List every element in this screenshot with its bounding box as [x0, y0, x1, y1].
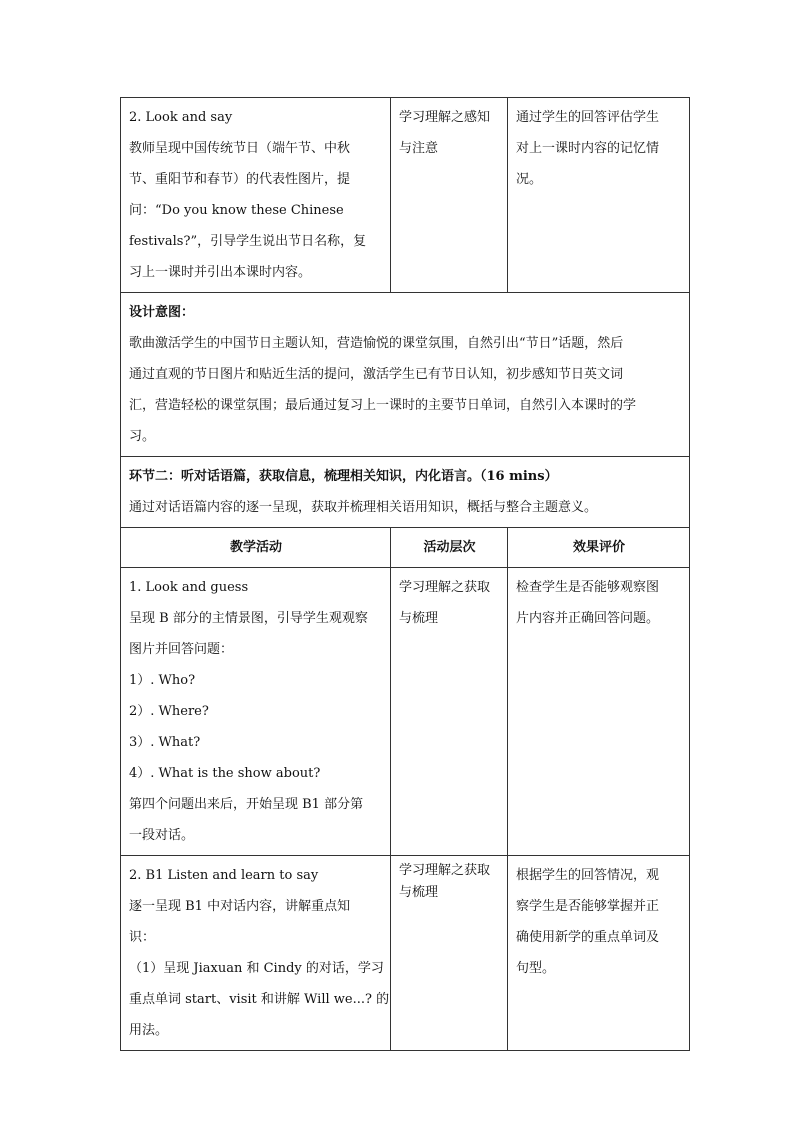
- design-intent-line: 汇，营造轻松的课堂氛围；最后通过复习上一课时的主要节日单词，自然引入本课时的学: [129, 398, 637, 413]
- activity-line: 3）. What?: [129, 735, 201, 750]
- row1-level-cell: [391, 568, 508, 856]
- stage2-title: 环节二：听对话语篇，获取信息，梳理相关知识，内化语言。（16 mins）: [129, 469, 558, 484]
- row1-eval-cell: [508, 568, 690, 856]
- row1: [121, 568, 690, 856]
- activity-line: 问：“Do you know these Chinese: [129, 203, 344, 218]
- activity-line: （1）呈现 Jiaxuan 和 Cindy 的对话，学习: [129, 961, 384, 976]
- activity-line: 用法。: [129, 1023, 169, 1038]
- header-level: 活动层次: [391, 528, 508, 568]
- section1-eval-cell: [508, 98, 690, 293]
- activity-line: 习上一课时并引出本课时内容。: [129, 265, 312, 280]
- row2: [121, 856, 690, 1051]
- eval-line: 察学生是否能够掌握并正: [516, 899, 660, 914]
- stage2-cell: [121, 457, 690, 528]
- eval-line: 对上一课时内容的记忆情: [516, 141, 660, 156]
- design-intent-line: 通过直观的节日图片和贴近生活的提问，激活学生已有节日认知，初步感知节日英文词: [129, 367, 624, 382]
- eval-line: 通过学生的回答评估学生: [516, 110, 660, 125]
- level-line: 与梳理: [399, 885, 439, 900]
- activity-line: 节、重阳节和春节）的代表性图片，提: [129, 172, 351, 187]
- header-row: [121, 528, 690, 568]
- activity-line: 教师呈现中国传统节日（端午节、中秋: [129, 141, 351, 156]
- activity-line: 图片并回答问题：: [129, 642, 234, 657]
- row2-level-cell: [391, 856, 508, 1051]
- level-line: 与梳理: [399, 611, 439, 626]
- level-line: 学习理解之获取: [399, 863, 491, 878]
- activity-line: 1. Look and guess: [129, 580, 249, 595]
- design-intent-cell: [121, 293, 690, 457]
- eval-line: 检查学生是否能够观察图: [516, 580, 660, 595]
- eval-line: 况。: [516, 172, 543, 187]
- lesson-plan-table: [120, 97, 690, 1051]
- eval-line: 句型。: [516, 961, 556, 976]
- section1-activity-cell: [121, 98, 391, 293]
- activity-line: 2. Look and say: [129, 110, 233, 125]
- activity-line: festivals?”，引导学生说出节日名称，复: [129, 234, 367, 249]
- row2-eval-cell: [508, 856, 690, 1051]
- level-line: 学习理解之获取: [399, 580, 491, 595]
- section1-level-cell: [391, 98, 508, 293]
- stage2-row: [121, 457, 690, 528]
- design-intent-row: [121, 293, 690, 457]
- eval-line: 确使用新学的重点单词及: [516, 930, 660, 945]
- design-intent-line: 歌曲激活学生的中国节日主题认知，营造愉悦的课堂氛围，自然引出“节日”话题，然后: [129, 336, 624, 351]
- activity-line: 一段对话。: [129, 828, 195, 843]
- activity-line: 重点单词 start、visit 和讲解 Will we...? 的: [129, 992, 390, 1007]
- header-evaluation: 效果评价: [508, 528, 690, 568]
- row1-activity-cell: [121, 568, 391, 856]
- activity-line: 2. B1 Listen and learn to say: [129, 868, 319, 883]
- activity-line: 2）. Where?: [129, 704, 209, 719]
- activity-line: 第四个问题出来后，开始呈现 B1 部分第: [129, 797, 364, 812]
- activity-line: 识：: [129, 930, 156, 945]
- section1-row: [121, 98, 690, 293]
- eval-line: 片内容并正确回答问题。: [516, 611, 660, 626]
- activity-line: 逐一呈现 B1 中对话内容，讲解重点知: [129, 899, 351, 914]
- level-line: 学习理解之感知: [399, 110, 491, 125]
- design-intent-line: 习。: [129, 429, 156, 444]
- stage2-goal: 通过对话语篇内容的逐一呈现，获取并梳理相关语用知识，概括与整合主题意义。: [129, 500, 598, 515]
- eval-line: 根据学生的回答情况，观: [516, 868, 660, 883]
- activity-line: 呈现 B 部分的主情景图，引导学生观观察: [129, 611, 368, 626]
- design-intent-title: 设计意图：: [129, 305, 195, 320]
- row2-activity-cell: [121, 856, 391, 1051]
- activity-line: 4）. What is the show about?: [129, 766, 321, 781]
- header-activity: 教学活动: [121, 528, 391, 568]
- level-line: 与注意: [399, 141, 439, 156]
- activity-line: 1）. Who?: [129, 673, 196, 688]
